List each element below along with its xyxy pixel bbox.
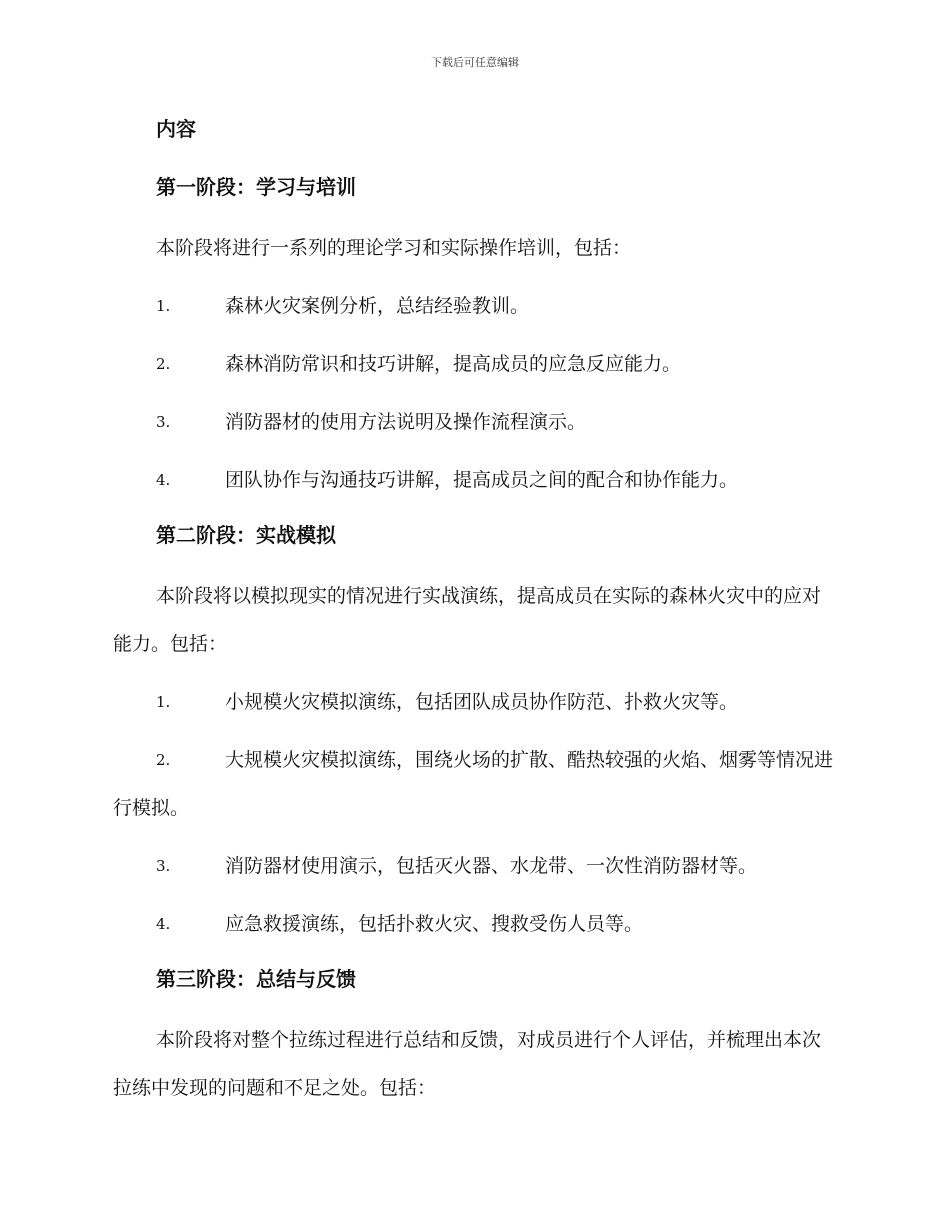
stage3-heading: 第三阶段：总结与反馈 — [156, 967, 356, 991]
stage1-list-item-2 — [113, 340, 833, 388]
stage1-list-item-1 — [113, 282, 833, 330]
stage3-intro: 本阶段将对整个拉练过程进行总结和反馈，对成员进行个人评估，并梳理出本次拉练中发现的问题和不足之处。包括： — [113, 1029, 822, 1099]
list-number: 3. — [156, 857, 171, 875]
stage1-list-item-4 — [113, 456, 833, 504]
header-note: 下载后可任意编辑 — [431, 56, 519, 69]
list-number: 2. — [156, 751, 171, 769]
stage2-intro: 本阶段将以模拟现实的情况进行实战演练，提高成员在实际的森林火灾中的应对能力。包括： — [113, 585, 822, 655]
stage2-list-item-3 — [113, 842, 833, 890]
list-item-text: 小规模火灾模拟演练，包括团队成员协作防范、扑救火灾等。 — [225, 691, 739, 713]
list-item-text: 消防器材的使用方法说明及操作流程演示。 — [225, 411, 587, 433]
list-number: 2. — [156, 355, 171, 373]
stage2-list-item-1 — [113, 678, 833, 726]
document-body — [113, 108, 833, 1122]
list-item-text: 大规模火灾模拟演练，围绕火场的扩散、酷热较强的火焰、烟雾等情况进行模拟。 — [113, 749, 834, 819]
stage1-heading: 第一阶段：学习与培训 — [156, 175, 356, 199]
stage1-list-item-3 — [113, 398, 833, 446]
list-item-text: 团队协作与沟通技巧讲解，提高成员之间的配合和协作能力。 — [225, 469, 739, 491]
list-number: 4. — [156, 915, 171, 933]
stage2-heading: 第二阶段：实战模拟 — [156, 523, 336, 547]
list-number: 4. — [156, 471, 171, 489]
list-number: 1. — [156, 693, 171, 711]
list-item-text: 森林消防常识和技巧讲解，提高成员的应急反应能力。 — [225, 353, 682, 375]
content-heading: 内容 — [156, 117, 196, 141]
list-number: 3. — [156, 413, 171, 431]
list-item-text: 应急救援演练，包括扑救火灾、搜救受伤人员等。 — [225, 913, 644, 935]
list-number: 1. — [156, 297, 171, 315]
stage2-list-item-2 — [113, 736, 833, 832]
list-item-text: 森林火灾案例分析，总结经验教训。 — [225, 295, 530, 317]
stage1-intro: 本阶段将进行一系列的理论学习和实际操作培训，包括： — [156, 237, 632, 259]
list-item-text: 消防器材使用演示，包括灭火器、水龙带、一次性消防器材等。 — [225, 855, 758, 877]
stage2-list-item-4 — [113, 900, 833, 948]
